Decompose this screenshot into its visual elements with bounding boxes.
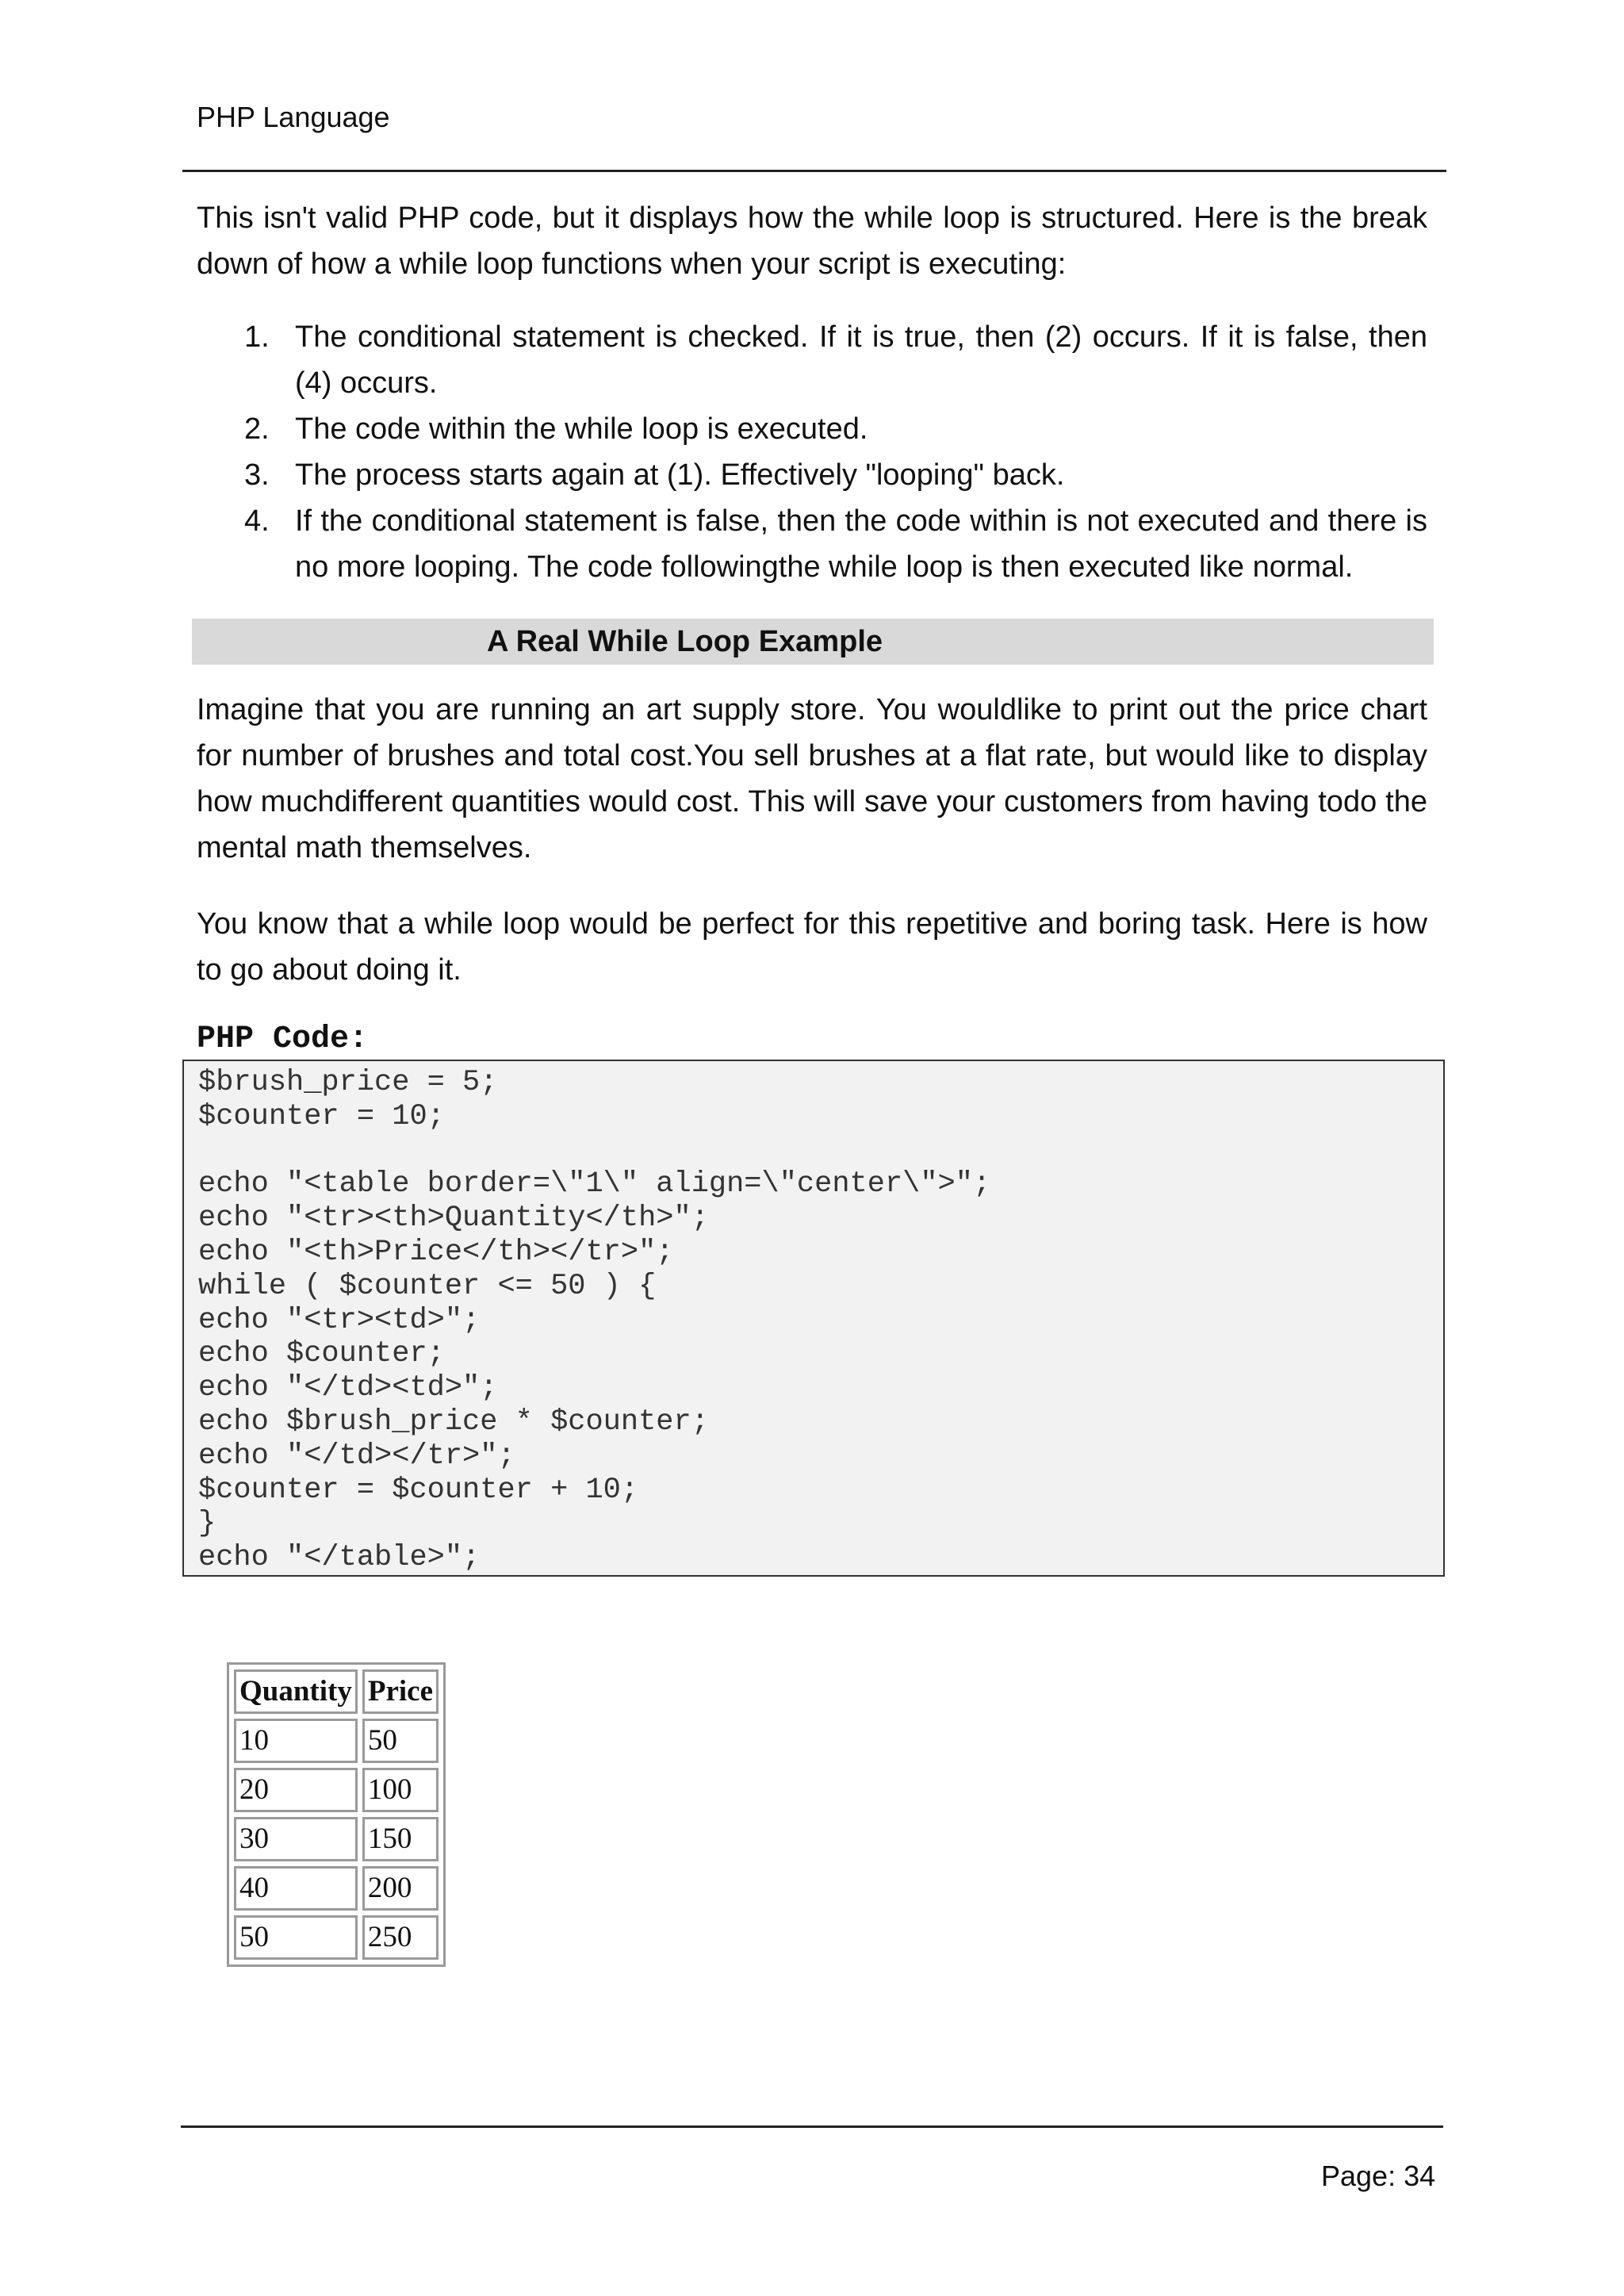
page-header-title: PHP Language (197, 101, 390, 133)
list-item (238, 314, 1427, 406)
price-output-table (227, 1662, 446, 1967)
table-cell-quantity: 30 (234, 1817, 358, 1861)
code-line: echo "<tr><th>Quantity</th>"; (198, 1202, 709, 1236)
table-row (234, 1719, 439, 1763)
section-heading: A Real While Loop Example (487, 625, 883, 658)
table-cell-quantity: 40 (234, 1866, 358, 1911)
table-row (234, 1768, 439, 1812)
code-line: echo "</td></tr>"; (198, 1439, 515, 1473)
table-cell-quantity: 20 (234, 1768, 358, 1812)
list-item (238, 452, 1427, 498)
list-item-text: The process starts again at (1). Effectively "looping" back. (295, 458, 1065, 492)
list-item-number: 3. (244, 458, 270, 492)
code-line: echo "<table border=\"1\" align=\"center\">"; (198, 1167, 991, 1202)
list-item-text: If the conditional statement is false, then the code within is not executed and there is no more looping. The code followingthe while loop is then executed like normal. (295, 504, 1427, 584)
code-label: PHP Code: (197, 1022, 369, 1057)
section-heading-bar (192, 619, 1434, 665)
page-number: Page: 34 (1321, 2160, 1436, 2192)
code-line: echo $brush_price * $counter; (198, 1405, 709, 1439)
code-line: echo "</table>"; (198, 1541, 481, 1575)
table-cell-price: 200 (362, 1866, 439, 1911)
list-item (238, 498, 1427, 590)
table-cell-price: 250 (362, 1915, 439, 1960)
task-paragraph: You know that a while loop would be perfect for this repetitive and boring task. Here is how to go about doing it. (197, 907, 1427, 987)
table-cell-quantity: 50 (234, 1915, 358, 1960)
code-line: echo "<tr><td>"; (198, 1303, 481, 1337)
code-line: while ( $counter <= 50 ) { (198, 1269, 657, 1303)
list-item-number: 2. (244, 412, 270, 446)
code-line (198, 1134, 1443, 1168)
column-header-quantity: Quantity (234, 1669, 358, 1714)
list-item-number: 1. (244, 320, 270, 354)
table-row (234, 1817, 439, 1861)
list-item-text: The code within the while loop is executed. (295, 412, 868, 446)
table-row (234, 1915, 439, 1960)
scenario-paragraph: Imagine that you are running an art supply store. You wouldlike to print out the price chart for number of brushes and total cost.You sell brushes at a flat rate, but would like to display how muchdifferent quantities would cost. This will save your customers from having todo the mental math themselves. (197, 693, 1427, 864)
code-line: $counter = 10; (198, 1099, 445, 1133)
code-line: } (198, 1507, 216, 1541)
code-line: echo $counter; (198, 1337, 445, 1371)
table-row (234, 1866, 439, 1911)
list-item-text: The conditional statement is checked. If it is true, then (2) occurs. If it is false, then (4) occurs. (295, 320, 1427, 400)
table-cell-price: 150 (362, 1817, 439, 1861)
table-cell-quantity: 10 (234, 1719, 358, 1763)
intro-paragraph: This isn't valid PHP code, but it displays how the while loop is structured. Here is the break down of how a while loop functions when your script is executing: (197, 201, 1427, 281)
table-cell-price: 50 (362, 1719, 439, 1763)
table-header-row (234, 1669, 439, 1714)
table-cell-price: 100 (362, 1768, 439, 1812)
code-line: $counter = $counter + 10; (198, 1473, 639, 1507)
list-item (238, 406, 1427, 452)
code-line: $brush_price = 5; (198, 1066, 498, 1099)
code-block (182, 1060, 1445, 1577)
while-loop-steps-list (238, 314, 1427, 590)
footer-rule (181, 2125, 1443, 2128)
header-rule (182, 170, 1446, 172)
code-line: echo "</td><td>"; (198, 1371, 498, 1405)
column-header-price: Price (362, 1669, 439, 1714)
code-line: echo "<th>Price</th></tr>"; (198, 1235, 674, 1269)
list-item-number: 4. (244, 504, 270, 538)
